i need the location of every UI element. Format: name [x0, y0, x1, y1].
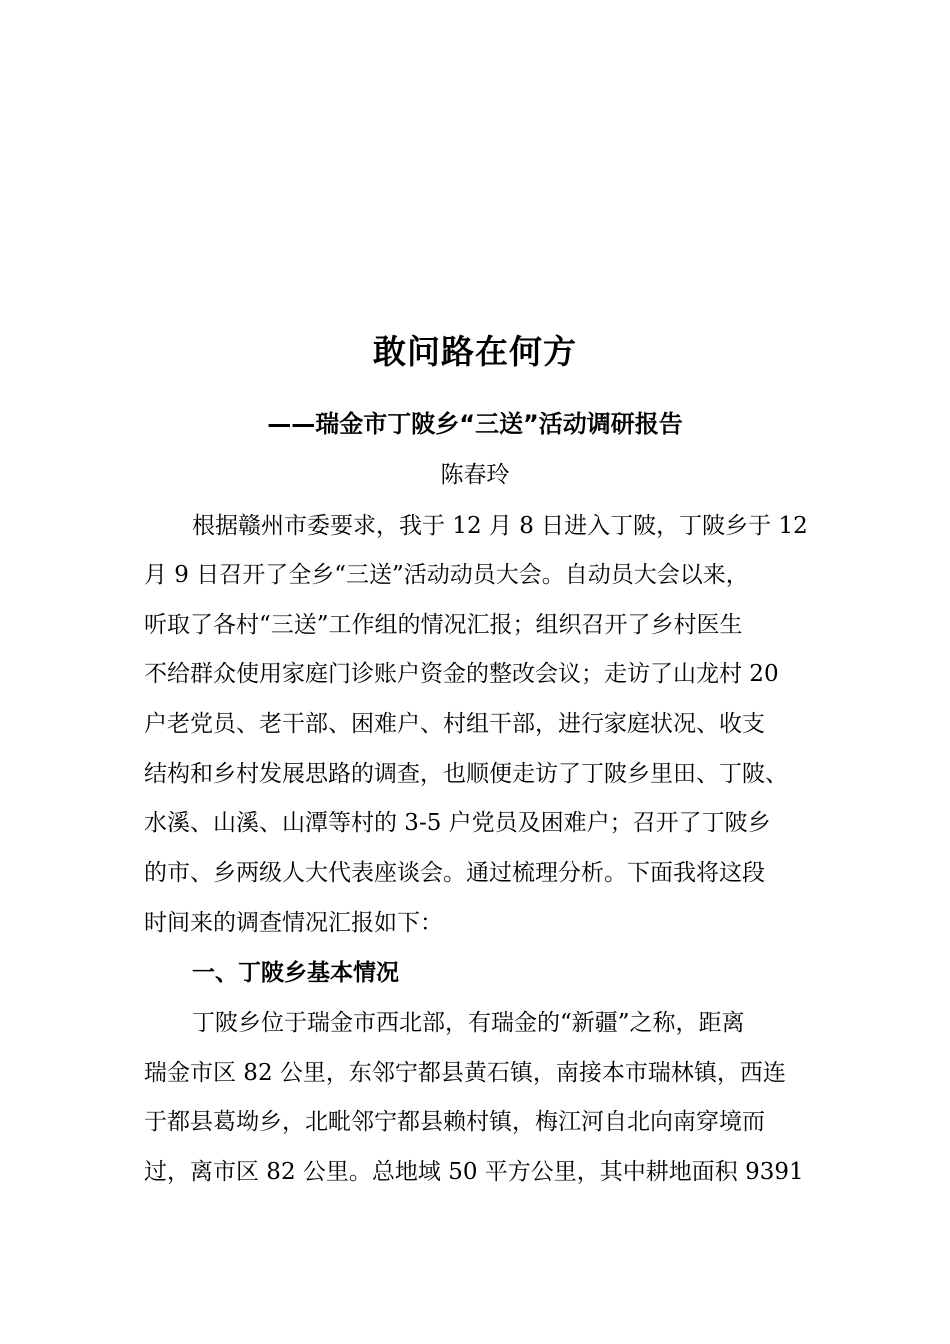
document-subtitle: ——瑞金市丁陂乡“三送”活动调研报告: [267, 410, 683, 438]
paragraph-line: 结构和乡村发展思路的调查，也顺便走访了丁陂乡里田、丁陂、: [144, 761, 788, 787]
paragraph-line: 过，离市区 82 公里。总地域 50 平方公里，其中耕地面积 9391: [144, 1159, 804, 1185]
paragraph-line: 听取了各村“三送”工作组的情况汇报；组织召开了乡村医生: [144, 612, 743, 638]
section-heading: 一、丁陂乡基本情况: [192, 960, 399, 986]
document-title: 敢问路在何方: [373, 332, 577, 371]
paragraph-line: 于都县葛坳乡，北毗邻宁都县赖村镇，梅江河自北向南穿境而: [144, 1109, 765, 1135]
paragraph-line: 的市、乡两级人大代表座谈会。通过梳理分析。下面我将这段: [144, 860, 765, 886]
paragraph-line: 丁陂乡位于瑞金市西北部，有瑞金的“新疆”之称，距离: [192, 1010, 745, 1036]
paragraph-line: 月 9 日召开了全乡“三送”活动动员大会。自动员大会以来，: [144, 562, 749, 588]
paragraph-line: 户老党员、老干部、困难户、村组干部，进行家庭状况、收支: [144, 711, 765, 737]
document-author: 陈春玲: [440, 462, 510, 488]
paragraph-line: 瑞金市区 82 公里，东邻宁都县黄石镇，南接本市瑞林镇，西连: [144, 1060, 786, 1086]
paragraph-line: 时间来的调查情况汇报如下：: [144, 910, 443, 936]
paragraph-line: 水溪、山溪、山潭等村的 3-5 户党员及困难户；召开了丁陂乡: [144, 810, 771, 836]
paragraph-line: 根据赣州市委要求，我于 12 月 8 日进入丁陂，丁陂乡于 12: [192, 513, 808, 539]
paragraph-line: 不给群众使用家庭门诊账户资金的整改会议；走访了山龙村 20: [144, 661, 779, 687]
